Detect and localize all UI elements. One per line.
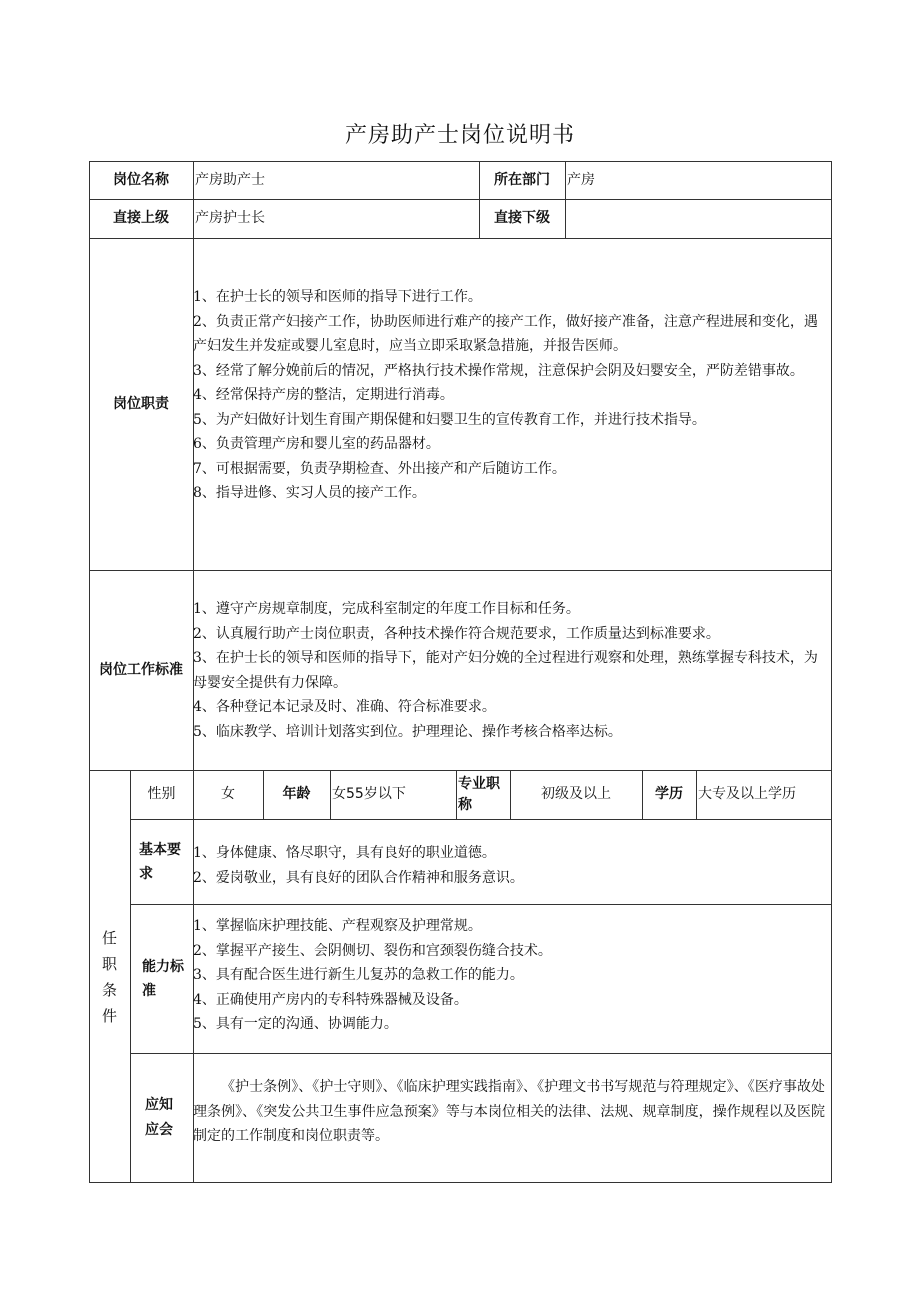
duties-label: 岗位职责 bbox=[113, 395, 169, 412]
education-value: 大专及以上学历 bbox=[698, 786, 796, 802]
ability-list bbox=[193, 914, 831, 1037]
list-item: 4、正确使用产房内的专科特殊器械及设备。 bbox=[193, 991, 468, 1008]
table-border-right bbox=[831, 161, 832, 1183]
supervisor-value: 产房护士长 bbox=[195, 210, 265, 226]
age-value: 女55岁以下 bbox=[332, 786, 406, 802]
list-item: 2、掌握平产接生、会阴侧切、裂伤和宫颈裂伤缝合技术。 bbox=[193, 942, 552, 959]
requirements-label bbox=[89, 770, 130, 1183]
list-item: 3、具有配合医生进行新生儿复苏的急救工作的能力。 bbox=[193, 967, 524, 983]
ability-label: 能力标准 bbox=[142, 958, 184, 999]
row-divider bbox=[130, 1053, 832, 1054]
list-item: 1、掌握临床护理技能、产程观察及护理常规。 bbox=[193, 918, 482, 934]
position-name-label: 岗位名称 bbox=[113, 171, 169, 188]
list-item: 1、在护士长的领导和医师的指导下进行工作。 bbox=[193, 289, 482, 305]
row-divider bbox=[89, 570, 832, 571]
row-divider bbox=[130, 904, 832, 905]
knowledge-text: 《护士条例》、《护士守则》、《临床护理实践指南》、《护理文书书写规范与符理规定》、《医疗事故处理条例》、《突发公共卫生事件应急预案》等与本岗位相关的法律、法规、规章制度，操作规程以及医院制定的工作制度和岗位职责等。 bbox=[193, 1079, 825, 1144]
basic-label: 基本要求 bbox=[139, 841, 181, 882]
list-item: 5、具有一定的沟通、协调能力。 bbox=[193, 1016, 398, 1032]
row-divider bbox=[130, 819, 832, 820]
list-item: 1、身体健康、恪尽职守，具有良好的职业道德。 bbox=[193, 845, 496, 861]
table-border-bottom bbox=[89, 1182, 832, 1183]
age-label: 年龄 bbox=[282, 786, 311, 802]
list-item: 5、为产妇做好计划生育围产期保健和妇婴卫生的宣传教育工作，并进行技术指导。 bbox=[193, 411, 706, 428]
knowledge-label: 应知应会 bbox=[145, 1096, 173, 1138]
column-divider bbox=[330, 770, 331, 819]
subordinate-label: 直接下级 bbox=[494, 210, 550, 226]
document-title: 产房助产士岗位说明书 bbox=[344, 123, 575, 148]
job-description-table bbox=[89, 161, 832, 1183]
standards-label: 岗位工作标准 bbox=[99, 661, 183, 678]
requirements-label-text: 任职条件 bbox=[101, 928, 117, 1025]
column-divider bbox=[696, 770, 697, 819]
list-item: 4、各种登记本记录及时、准确、符合标准要求。 bbox=[193, 699, 496, 715]
list-item: 3、经常了解分娩前后的情况，严格执行技术操作常规，注意保护会阴及妇婴安全，严防差错事故。 bbox=[193, 362, 804, 379]
list-item: 2、爱岗敬业，具有良好的团队合作精神和服务意识。 bbox=[193, 869, 524, 886]
list-item: 8、指导进修、实习人员的接产工作。 bbox=[193, 485, 426, 501]
list-item: 2、认真履行助产士岗位职责，各种技术操作符合规范要求，工作质量达到标准要求。 bbox=[193, 625, 720, 642]
title-value: 初级及以上 bbox=[541, 786, 611, 802]
list-item: 6、负责管理产房和婴儿室的药品器材。 bbox=[193, 436, 440, 452]
row-divider bbox=[89, 238, 832, 239]
list-item: 2、负责正常产妇接产工作，协助医师进行难产的接产工作，做好接产准备，注意产程进展和变化，遇产妇发生并发症或婴儿室息时，应当立即采取紧急措施，并报告医师。 bbox=[193, 313, 818, 354]
duties-list bbox=[193, 285, 831, 506]
supervisor-label: 直接上级 bbox=[113, 210, 169, 226]
title-label: 专业职称 bbox=[458, 775, 500, 813]
department-value: 产房 bbox=[567, 171, 595, 188]
education-label: 学历 bbox=[655, 786, 683, 802]
standards-list bbox=[193, 597, 831, 744]
column-divider bbox=[130, 770, 131, 1183]
department-label: 所在部门 bbox=[494, 171, 550, 188]
list-item: 1、遵守产房规章制度，完成科室制定的年度工作目标和任务。 bbox=[193, 601, 580, 617]
column-divider bbox=[456, 770, 457, 819]
position-name-value: 产房助产士 bbox=[195, 171, 265, 188]
gender-value: 女 bbox=[221, 786, 235, 802]
list-item: 5、临床教学、培训计划落实到位。护理理论、操作考核合格率达标。 bbox=[193, 723, 622, 740]
list-item: 4、经常保持产房的整洁，定期进行消毒。 bbox=[193, 387, 454, 403]
basic-list bbox=[193, 841, 831, 890]
subordinate-value bbox=[567, 199, 831, 238]
list-item: 7、可根据需要，负责孕期检查、外出接产和产后随访工作。 bbox=[193, 460, 566, 477]
column-divider bbox=[565, 161, 566, 238]
list-item: 3、在护士长的领导和医师的指导下，能对产妇分娩的全过程进行观察和处理，熟练掌握专科技术，为母婴安全提供有力保障。 bbox=[193, 650, 818, 691]
gender-label: 性别 bbox=[147, 786, 176, 802]
